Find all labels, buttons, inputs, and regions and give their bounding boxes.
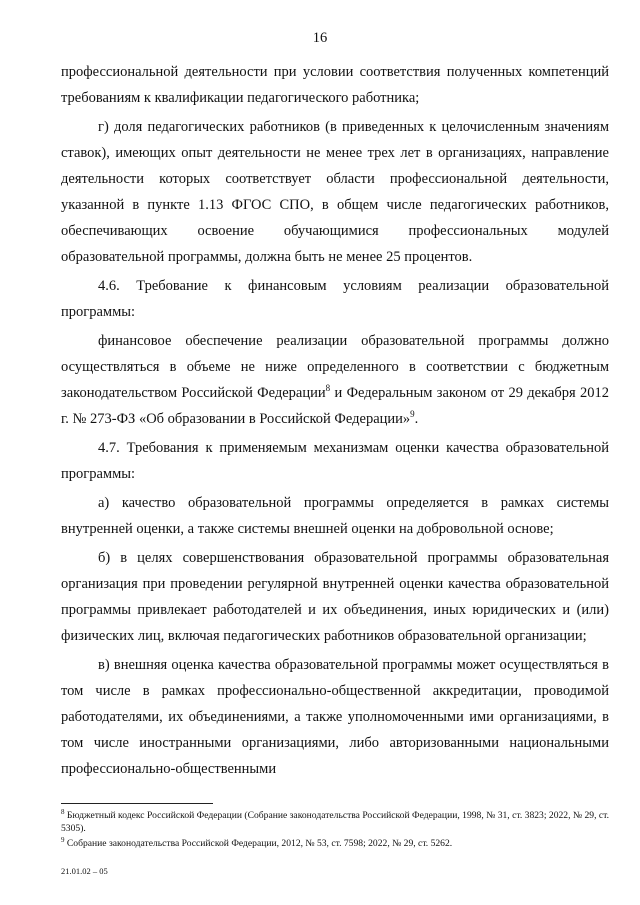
paragraph-4-6-heading: 4.6. Требование к финансовым условиям реализации образовательной программы:: [61, 278, 609, 320]
financial-text-b: и Федеральным законом от 29 декабря 2012 г. № 273-ФЗ «Об образовании в Российской Федерации»: [61, 385, 610, 427]
main-text: [61, 59, 609, 785]
footnote-mark-9: 9: [61, 835, 65, 844]
footnote-divider: [61, 803, 213, 804]
footnotes: [61, 809, 609, 852]
financial-text-c: .: [414, 411, 419, 427]
footnote-9-text: Собрание законодательства Российской Федерации, 2012, № 53, ст. 7598; 2022, № 29, ст. 5262.: [64, 838, 453, 849]
page-number: 16: [312, 30, 328, 46]
financial-text-a: финансовое обеспечение реализации образовательной программы должно осуществляться в объеме не ниже определенного в соответствии с бюджетным законодательством Российской Федерации: [61, 333, 609, 401]
paragraph-continuation: профессиональной деятельности при условии соответствия полученных компетенций требованиям к квалификации педагогического работника;: [61, 64, 609, 106]
paragraph-item-b: б) в целях совершенствования образовательной программы образовательная организация при проведении регулярной внутренней оценки качества образовательной программы привлекает работодателей и их объединения, иных юридических и (или) физических лиц, включая педагогических работников образовательной организации;: [61, 550, 609, 644]
paragraph-item-v: в) внешняя оценка качества образовательной программы может осуществляться в том числе в рамках профессионально-общественной аккредитации, проводимой работодателями, их объединениями, а также уполномоченными ими организациями, в том числе иностранными организациями, либо авторизованными национальными профессионально-общественными: [61, 657, 609, 777]
footnote-9: [61, 837, 609, 850]
footnote-8-text: Бюджетный кодекс Российской Федерации (Собрание законодательства Российской Федерации, 1998, № 31, ст. 3823; 2022, № 29, ст. 5305).: [61, 810, 609, 834]
paragraph-item-g: г) доля педагогических работников (в приведенных к целочисленным значениям ставок), имеющих опыт деятельности не менее трех лет в организациях, направление деятельности которых соответствует области профессиональной деятельности, указанной в пункте 1.13 ФГОС СПО, в общем числе педагогических работников, обеспечивающих освоение обучающимися профессиональных модулей образовательной программы, должна быть не менее 25 процентов.: [61, 119, 609, 265]
paragraph-item-a: а) качество образовательной программы определяется в рамках системы внутренней оценки, а также системы внешней оценки на добровольной основе;: [61, 495, 609, 537]
footnote-ref-8[interactable]: 8: [325, 383, 331, 394]
footnote-ref-9[interactable]: 9: [410, 409, 415, 420]
paragraph-financial-support: [61, 328, 609, 432]
footnote-mark-8: 8: [61, 807, 65, 816]
document-code: 21.01.02 – 05: [61, 866, 108, 876]
footnote-8: [61, 809, 609, 835]
paragraph-4-7-heading: 4.7. Требования к применяемым механизмам оценки качества образовательной программы:: [61, 440, 609, 482]
